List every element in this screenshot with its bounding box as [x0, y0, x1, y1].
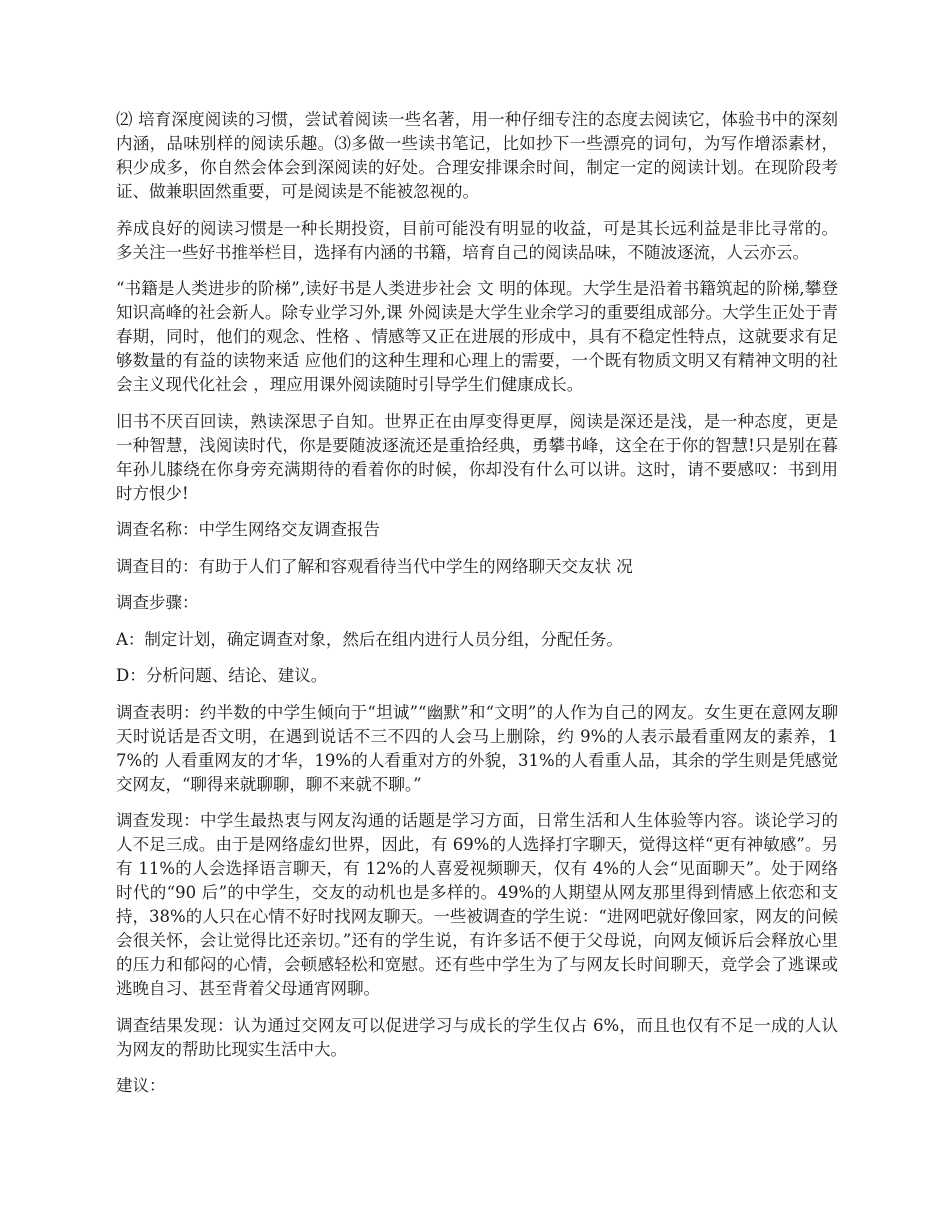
survey-step-a: A：制定计划，确定调查对象，然后在组内进行人员分组，分配任务。	[116, 629, 623, 649]
survey-step-d: D：分析问题、结论、建议。	[116, 666, 328, 685]
survey-purpose: 调查目的：有助于人们了解和容观看待当代中学生的网络聊天交友状 况	[116, 556, 633, 576]
paragraph-books-ladder: “书籍是人类进步的阶梯”,读好书是人类进步社会 文 明的体现。大学生是沿着书籍筑起的阶梯,攀登知识高峰的社会新人。除专业学习外,课 外阅读是大学生业余学习的重要组成部分。大学生正处于青春期，同时，他们的观念、性格 、情感等又正在进展的形成中，具有不稳定性特点，这就要求有足够数量的有益的读物来适 应他们的这种生理和心理上的需要，一个既有物质文明又有精神文明的社会主义现代化社会 ，理应用课外阅读随时引导学生们健康成长。	[116, 279, 838, 394]
survey-results: 调查结果发现：认为通过交网友可以促进学习与成长的学生仅占 6%，而且也仅有不足一成的人认为网友的帮助比现实生活中大。	[116, 1015, 838, 1059]
suggestions-heading: 建议：	[116, 1076, 166, 1095]
paragraph-deep-reading-habit: ⑵ 培育深度阅读的习惯，尝试着阅读一些名著，用一种仔细专注的态度去阅读它，体验书中的深刻内涵，品味别样的阅读乐趣。⑶多做一些读书笔记，比如抄下一些漂亮的词句，为写作增添素材，积少成多，你自然会体会到深阅读的好处。合理安排课余时间，制定一定的阅读计划。在现阶段考证、做兼职固然重要，可是阅读是不能被忽视的。	[116, 110, 838, 201]
survey-findings-discover: 调查发现：中学生最热衷与网友沟通的话题是学习方面，日常生活和人生体验等内容。谈论学习的人不足三成。由于是网络虚幻世界，因此，有 69%的人选择打字聊天，觉得这样“更有神敏感”。另有 11%的人会选择语言聊天，有 12%的人喜爱视频聊天，仅有 4%的人会“见面聊天”。处于网络时代的“90 后”的中学生，交友的动机也是多样的。49%的人期望从网友那里得到情感上依恋和支持，38%的人只在心情不好时找网友聊天。一些被调查的学生说：“进网吧就好像回家，网友的问候会很关怀，会让觉得比还亲切。”还有的学生说，有许多话不便于父母说，向网友倾诉后会释放心里的压力和郁闷的心情，会顿感轻松和宽慰。还有些中学生为了与网友长时间聊天，竞学会了逃课或逃晚自习、甚至背着父母通宵网聊。	[116, 811, 838, 998]
paragraph-old-books: 旧书不厌百回读，熟读深思子自知。世界正在由厚变得更厚，阅读是深还是浅，是一种态度，更是一种智慧，浅阅读时代，你是要随波逐流还是重拾经典，勇攀书峰，这全在于你的智慧!只是别在暮年孙儿膝绕在你身旁充满期待的看着你的时候，你却没有什么可以讲。这时，请不要感叹：书到用时方恨少!	[116, 411, 838, 503]
survey-name: 调查名称：中学生网络交友调查报告	[116, 520, 380, 539]
survey-steps-heading: 调查步骤：	[116, 593, 199, 612]
survey-findings-show: 调查表明：约半数的中学生倾向于“坦诚”“幽默”和“文明”的人作为自己的网友。女生更在意网友聊天时说话是否文明，在遇到说话不三不四的人会马上删除，约 9%的人表示最看重网友的素养，17%的 人看重网友的才华，19%的人看重对方的外貌，31%的人看重人品，其余的学生则是凭感觉交网友，“聊得来就聊聊，聊不来就不聊。”	[116, 702, 838, 794]
document-body	[116, 108, 838, 1111]
paragraph-reading-investment: 养成良好的阅读习惯是一种长期投资，目前可能没有明显的收益，可是其长远利益是非比寻常的。多关注一些好书推举栏目，选择有内涵的书籍，培育自己的阅读品味，不随波逐流，人云亦云。	[116, 218, 838, 262]
